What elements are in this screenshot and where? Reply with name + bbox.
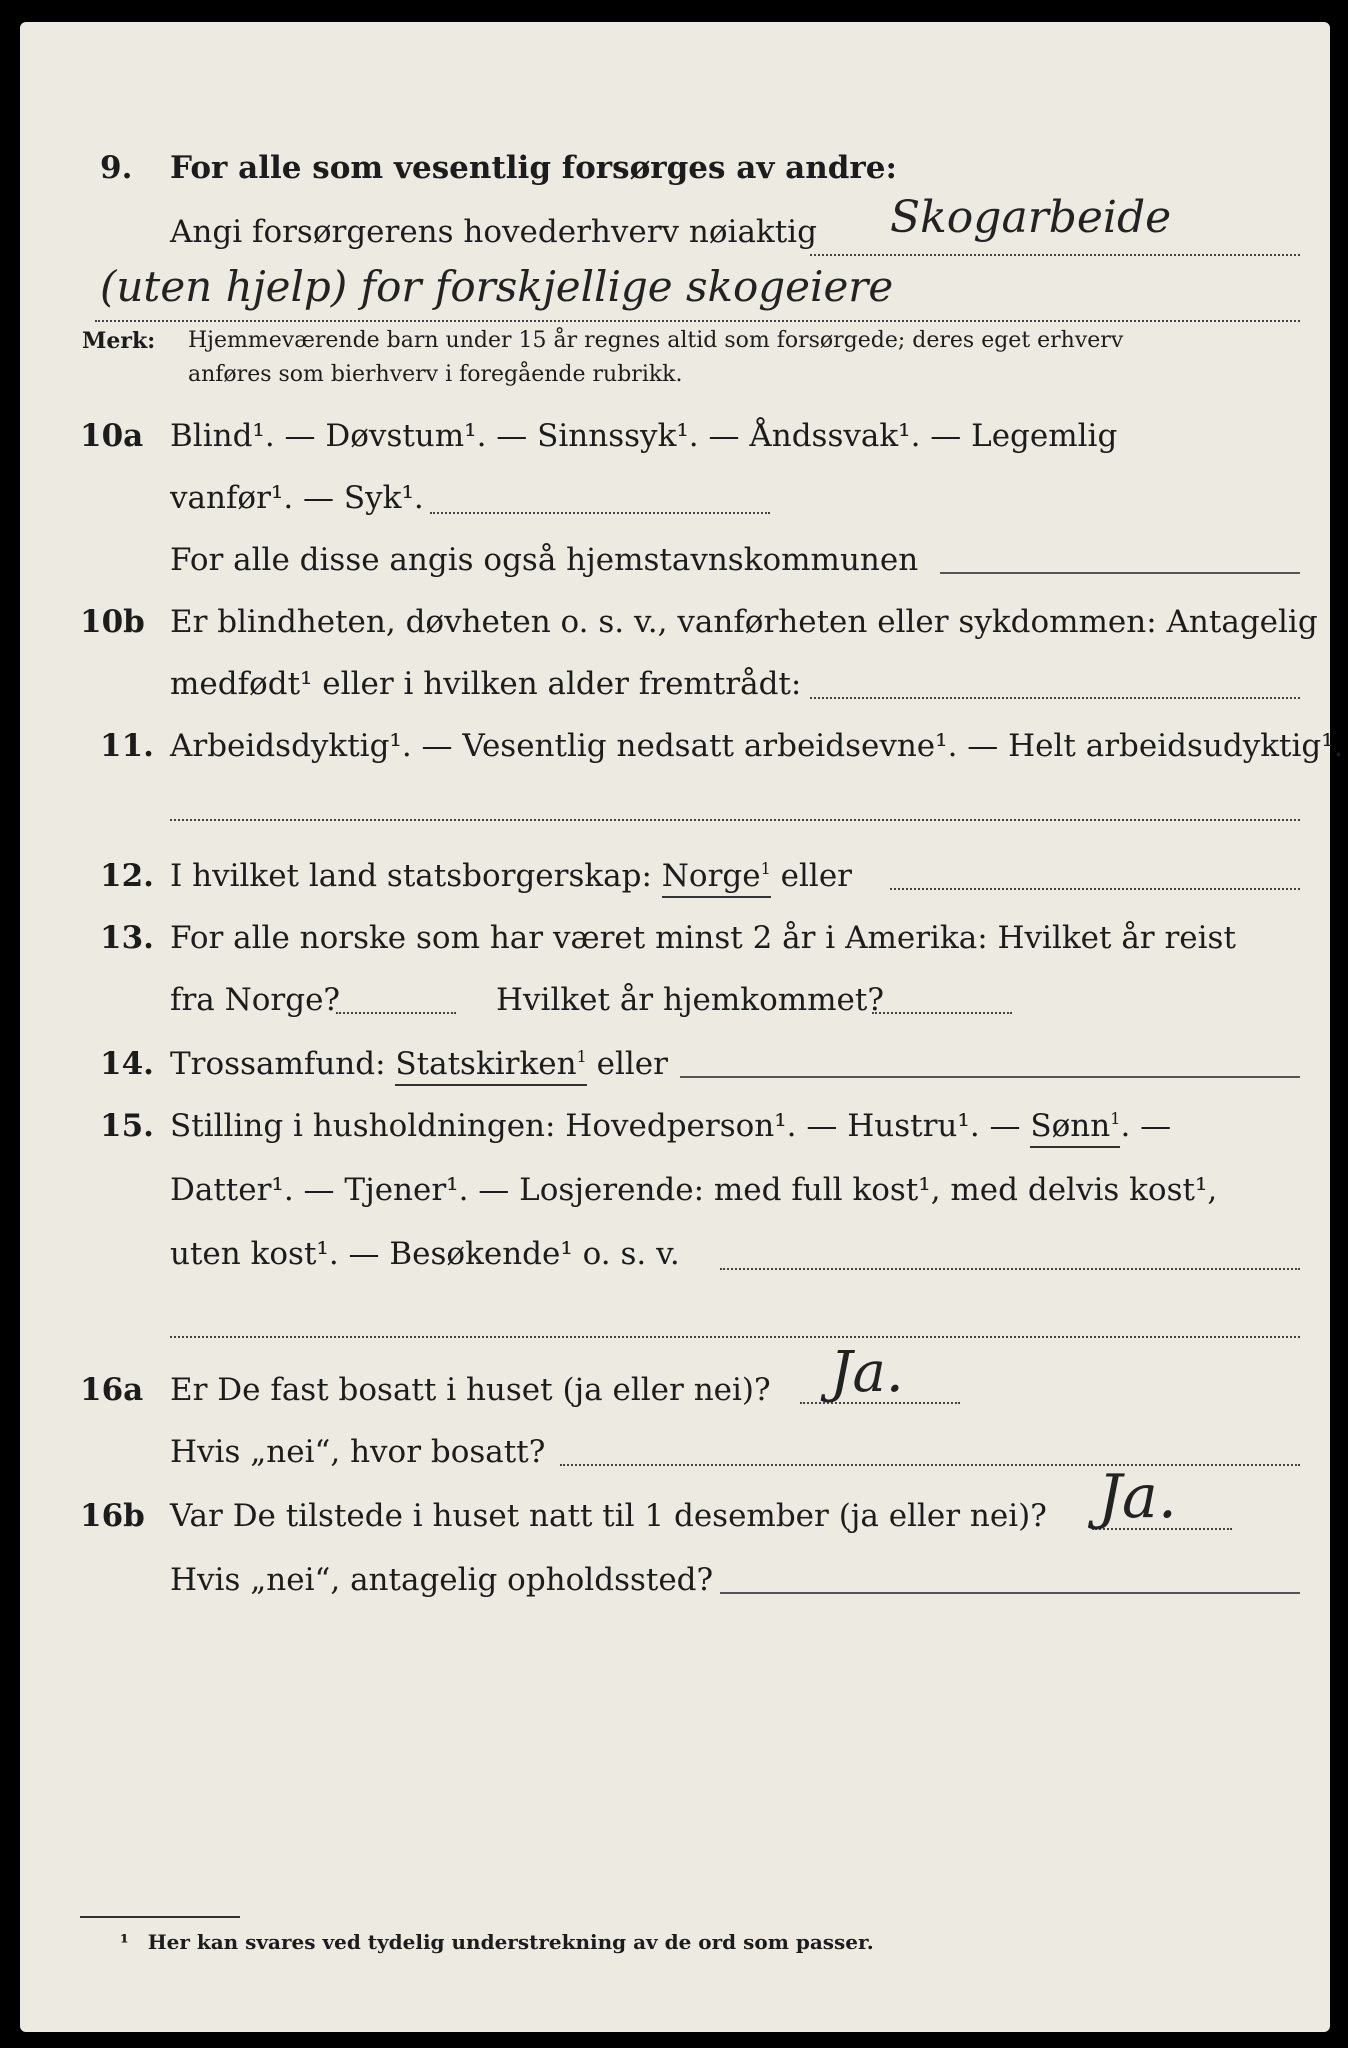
q15-answer-line1 (720, 1268, 1300, 1270)
q16b-number: 16b (80, 1498, 145, 1534)
q16b-answer-line2 (720, 1592, 1300, 1594)
q12-answer-line (890, 888, 1300, 890)
q16a-line1: Er De fast bosatt i huset (ja eller nei)? (170, 1372, 771, 1408)
q15-underlined-sonn: Sønn$^1$ (1030, 1108, 1120, 1148)
footnote-text: Her kan svares ved tydelig understrekning av de ord som passer. (147, 1930, 874, 1954)
merk-line2: anføres som bierhverv i foregående rubrikk. (188, 362, 683, 387)
q10a-number: 10a (80, 418, 144, 454)
footnote-rule (80, 1916, 240, 1918)
q16a-answer-line2 (560, 1464, 1300, 1466)
q10a-answer-line2 (940, 572, 1300, 574)
q16b-line1: Var De tilstede i huset natt til 1 desember (ja eller nei)? (170, 1498, 1047, 1534)
q15-number: 15. (100, 1108, 154, 1144)
q10b-line2: medfødt¹ eller i hvilken alder fremtrådt: (170, 666, 802, 702)
q10a-line1: Blind¹. — Døvstum¹. — Sinnssyk¹. — Åndssvak¹. — Legemlig (170, 418, 1118, 454)
q16a-number: 16a (80, 1372, 144, 1408)
merk-label: Merk: (82, 328, 156, 354)
census-form-page (20, 22, 1344, 2032)
q9-answer-line1 (810, 254, 1300, 256)
q9-number: 9. (100, 150, 133, 186)
merk-line1: Hjemmeværende barn under 15 år regnes altid som forsørgede; deres eget erhverv (188, 328, 1124, 353)
q9-handwritten-detail: (uten hjelp) for forskjellige skogeiere (100, 262, 894, 311)
q14-eller: eller (596, 1046, 668, 1082)
footnote-mark: ¹ (120, 1930, 129, 1954)
q10a-answer-line1 (430, 512, 770, 514)
q10b-number: 10b (80, 604, 145, 640)
q13-line1: For alle norske som har været minst 2 år i Amerika: Hvilket år reist (170, 920, 1236, 956)
footnote (120, 1930, 874, 1954)
q9-answer-line2 (95, 320, 1300, 322)
q16b-handwritten-answer: Ja. (1098, 1462, 1177, 1532)
q10a-line3: For alle disse angis også hjemstavnskommunen (170, 542, 919, 578)
q14-number: 14. (100, 1046, 154, 1082)
q13-answer-line1 (336, 1012, 456, 1014)
q11-answer-line (170, 819, 1300, 821)
q13-number: 13. (100, 920, 154, 956)
q14-prompt: Trossamfund: (170, 1046, 386, 1082)
q10b-answer-line (810, 697, 1300, 699)
q11-line1: Arbeidsdyktig¹. — Vesentlig nedsatt arbeidsevne¹. — Helt arbeidsudyktig¹. (170, 728, 1344, 764)
q12-number: 12. (100, 858, 154, 894)
q10b-line1: Er blindheten, døvheten o. s. v., vanførheten eller sykdommen: Antagelig (170, 604, 1318, 640)
q12-underlined-norge: Norge$^1$ (662, 858, 771, 898)
q9-heading: For alle som vesentlig forsørges av andre: (170, 150, 897, 186)
q13-answer-line2 (872, 1012, 1012, 1014)
q16a-handwritten-answer: Ja. (830, 1340, 904, 1405)
q14-line (170, 1046, 668, 1082)
q14-underlined-statskirken: Statskirken$^1$ (395, 1046, 586, 1086)
q14-answer-line (680, 1076, 1300, 1078)
q12-prompt: I hvilket land statsborgerskap: (170, 858, 652, 894)
q13-line2b: Hvilket år hjemkommet? (496, 982, 884, 1018)
q15-line1: Stilling i husholdningen: Hovedperson¹. — Hustru¹. — Sønn$^1$. — (170, 1108, 1171, 1144)
q10a-line2: vanfør¹. — Syk¹. (170, 480, 424, 516)
q15-line2: Datter¹. — Tjener¹. — Losjerende: med full kost¹, med delvis kost¹, (170, 1172, 1218, 1208)
q16b-line2: Hvis „nei“, antagelig opholdssted? (170, 1562, 714, 1598)
q12-line (170, 858, 852, 894)
q9-line1: Angi forsørgerens hovederhverv nøiaktig (170, 214, 817, 250)
q11-number: 11. (100, 728, 154, 764)
q15-line3: uten kost¹. — Besøkende¹ o. s. v. (170, 1236, 680, 1272)
q12-eller: eller (780, 858, 852, 894)
q16a-line2: Hvis „nei“, hvor bosatt? (170, 1434, 546, 1470)
q13-line2a: fra Norge? (170, 982, 341, 1018)
q9-handwritten-occupation: Skogarbeide (890, 192, 1172, 243)
q15-answer-line2 (170, 1336, 1300, 1338)
